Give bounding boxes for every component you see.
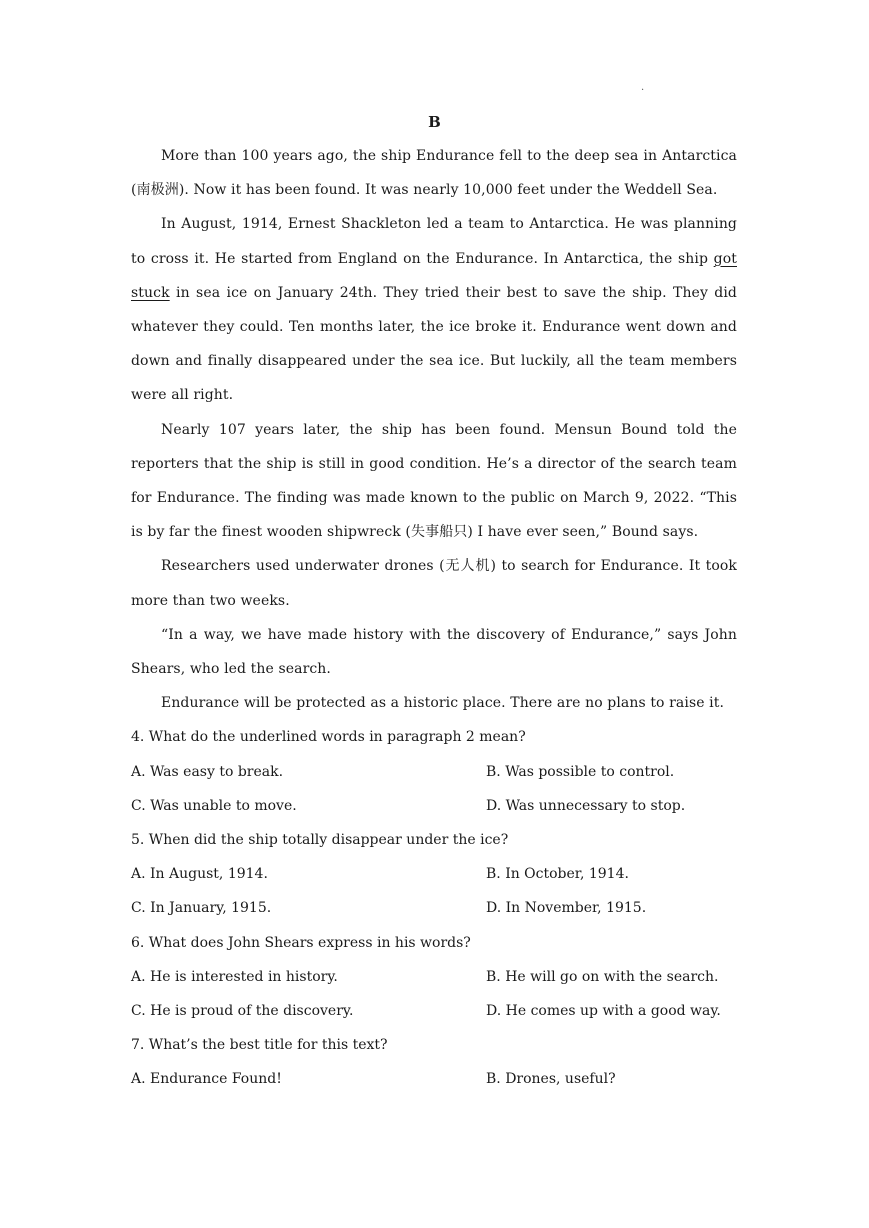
question-5-option-c[interactable]: C. In January, 1915. bbox=[131, 900, 272, 917]
underlined-phrase: got stuck bbox=[131, 250, 737, 301]
question-4-options bbox=[131, 755, 737, 823]
passage-paragraph-4: Researchers used underwater drones (无人机) to search for Endurance. It took more than two weeks. bbox=[131, 558, 737, 609]
question-5-stem: 5. When did the ship totally disappear under the ice? bbox=[131, 832, 509, 849]
section-heading: B bbox=[428, 113, 441, 131]
question-6-option-b[interactable]: B. He will go on with the search. bbox=[486, 968, 719, 985]
question-4-stem: 4. What do the underlined words in paragraph 2 mean? bbox=[131, 729, 526, 746]
question-5-option-b[interactable]: B. In October, 1914. bbox=[486, 866, 629, 883]
question-7-stem: 7. What’s the best title for this text? bbox=[131, 1037, 388, 1054]
question-4-option-b[interactable]: B. Was possible to control. bbox=[486, 763, 675, 780]
page-mark: . bbox=[641, 82, 645, 93]
document-body bbox=[131, 139, 737, 1097]
question-6-stem: 6. What does John Shears express in his words? bbox=[131, 934, 471, 951]
question-5-option-a[interactable]: A. In August, 1914. bbox=[131, 866, 268, 883]
question-7-option-b[interactable]: B. Drones, useful? bbox=[486, 1071, 616, 1088]
paragraph-2-text-end: in sea ice on January 24th. They tried their best to save the ship. They did whatever they could. Ten months later, the ice broke it. Endurance went down and down and finally disappeared under the sea ice. But luckily, all the team members were all right. bbox=[131, 284, 737, 404]
question-6-option-d[interactable]: D. He comes up with a good way. bbox=[486, 1003, 721, 1020]
question-6-options bbox=[131, 960, 737, 1028]
question-7-option-a[interactable]: A. Endurance Found! bbox=[131, 1071, 282, 1088]
question-6-option-a[interactable]: A. He is interested in history. bbox=[131, 968, 338, 985]
question-4-option-d[interactable]: D. Was unnecessary to stop. bbox=[486, 797, 686, 814]
passage-paragraph-6: Endurance will be protected as a historic place. There are no plans to raise it. bbox=[161, 695, 725, 712]
passage-paragraph-1: More than 100 years ago, the ship Endurance fell to the deep sea in Antarctica (南极洲). Now it has been found. It was nearly 10,000 feet under the Weddell Sea. bbox=[131, 148, 737, 199]
question-7-options bbox=[131, 1062, 737, 1096]
question-5-options bbox=[131, 857, 737, 925]
question-6-option-c[interactable]: C. He is proud of the discovery. bbox=[131, 1003, 354, 1020]
passage-paragraph-3: Nearly 107 years later, the ship has been found. Mensun Bound told the reporters that the ship is still in good condition. He’s a director of the search team for Endurance. The finding was made known to the public on March 9, 2022. “This is by far the finest wooden shipwreck (失事船只) I have ever seen,” Bound says. bbox=[131, 421, 737, 541]
passage-paragraph-2 bbox=[131, 207, 737, 412]
question-4-option-a[interactable]: A. Was easy to break. bbox=[131, 763, 284, 780]
passage-paragraph-5: “In a way, we have made history with the discovery of Endurance,” says John Shears, who led the search. bbox=[131, 626, 737, 678]
question-5-option-d[interactable]: D. In November, 1915. bbox=[486, 900, 647, 917]
question-4-option-c[interactable]: C. Was unable to move. bbox=[131, 797, 297, 814]
paragraph-2-text-start: In August, 1914, Ernest Shackleton led a team to Antarctica. He was planning to cross it. He started from England on the Endurance. In Antarctica, the ship bbox=[131, 216, 737, 267]
